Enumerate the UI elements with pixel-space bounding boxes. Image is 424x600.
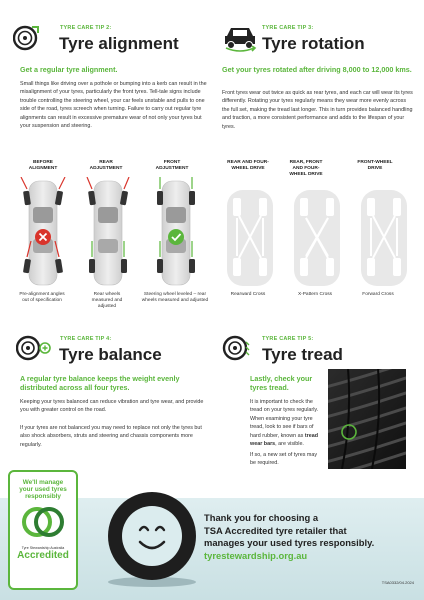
tread-wear-bars-term: tread wear bars [250, 432, 319, 447]
tip2-diagram-caption-3: Steering wheel leveled – rear wheels measured and adjusted [141, 292, 209, 304]
tip4-title: Tyre balance [59, 345, 162, 364]
alignment-diagrams [18, 177, 214, 289]
tip3-body: Front tyres wear out twice as quick as rear tyres, and each car will wear its tyres differently. Rotating your tyres regularly means they wear more evenly across the full set, making the tread last longer. This in turn provides balanced handling and traction, a more consistent performance and adds to the lifespan of your tyres. [222, 90, 413, 130]
tip5-body [250, 398, 322, 448]
tip3-diagram-head-1: REAR AND FOUR-WHEEL DRIVE [227, 160, 269, 171]
car-rear-adjustment [87, 177, 129, 285]
tip4-lead: A regular tyre balance keeps the weight evenly distributed across all four tyres. [20, 374, 180, 393]
badge-line-2: your used tyres [19, 486, 67, 493]
tip4-body-1: Keeping your tyres balanced can reduce vibration and tyre wear, and provide you with greater control on the road. [20, 399, 204, 414]
tip2-icon [13, 24, 40, 51]
footer-thanks-2: TSA Accredited tyre retailer that [204, 524, 347, 536]
badge-line-1: We'll manage [22, 479, 64, 486]
tip5-title: Tyre tread [262, 345, 343, 364]
accreditation-badge [8, 470, 78, 590]
tip2-diagram-head-3: FRONT ADJUSTMENT [155, 160, 189, 171]
tip3-diagram-caption-1: Rearward Cross [230, 292, 266, 297]
footer-thanks-1: Thank you for choosing a [204, 512, 319, 523]
tip3-title: Tyre rotation [262, 34, 365, 53]
footer-code: TSA0332/04.2024 [381, 580, 414, 585]
tip2-diagram-head-1: BEFORE ALIGNMENT [28, 160, 58, 171]
footer-message [204, 512, 414, 563]
tip4-icon [16, 333, 52, 363]
tip3-diagram-head-3: FRONT-WHEEL DRIVE [357, 160, 393, 171]
car-rotation-icon [222, 22, 258, 52]
wheel-balance-icon [16, 333, 52, 363]
badge-org: Tyre Stewardship Australia [21, 546, 65, 550]
tip2-diagram-caption-1: Pre-alignment angles out of specification [19, 292, 65, 304]
smiling-tyre-illustration [104, 486, 200, 588]
tip4-body-2: If your tyres are not balanced you may need to replace not only the tyres but also shock absorbers, struts and steering and chassis components more regularly. [20, 425, 202, 448]
tsa-logo-icon [21, 504, 65, 540]
tip3-diagram-caption-3: Forward Cross [362, 292, 394, 297]
tip5-body-part-b: , are visible. [275, 440, 304, 447]
tip4-label: TYRE CARE TIP 4: [60, 336, 112, 342]
tip2-diagram-caption-2: Rear wheels measured and adjusted [91, 292, 123, 310]
tip3-icon [222, 22, 258, 52]
tip2-title: Tyre alignment [59, 34, 179, 53]
tip5-label: TYRE CARE TIP 5: [262, 336, 314, 342]
tip5-icon [222, 333, 252, 363]
tyre-tread-icon [222, 333, 252, 363]
tip5-body-part-a: It is important to check the tread on your tyres regularly. When examining your tyre tread, look to see if bars of hard rubber, known as [250, 399, 319, 439]
footer-url[interactable]: tyrestewardship.org.au [204, 550, 308, 562]
rotation-diagrams [221, 188, 415, 288]
footer-thanks-3: manages your used tyres responsibly. [204, 537, 375, 549]
badge-accredited: Accredited [17, 550, 69, 561]
tip2-lead: Get a regular tyre alignment. [20, 65, 118, 74]
tip3-lead: Get your tyres rotated after driving 8,000 to 12,000 kms. [222, 65, 412, 74]
wheel-alignment-icon [13, 24, 40, 51]
badge-line-3: responsibly [25, 493, 61, 500]
car-front-adjustment [157, 177, 195, 285]
tip3-diagram-caption-2: X-Pattern Cross [297, 292, 333, 297]
tyre-tread-photo [328, 369, 406, 469]
car-before-alignment [21, 177, 65, 285]
tip3-diagram-head-2: REAR, FRONT AND FOUR-WHEEL DRIVE [289, 160, 323, 177]
tip2-diagram-head-2: REAR ADJUSTMENT [89, 160, 123, 171]
tip3-label: TYRE CARE TIP 3: [262, 25, 314, 31]
tip5-lead: Lastly, check your tyres tread. [250, 374, 313, 393]
tip2-body: Small things like driving over a pothole or bumping into a kerb can result in the misalignment of your tyres, particularly the front tyres. Tell-tale signs include trouble controlling the steering wheel, your car feels unstable and pulls to one side of the road, tyres screech when turning. Failure to carry out regular tyre alignments can result in excessive premature wear of not only your tyres but your suspension and steering. [20, 81, 207, 129]
tip2-label: TYRE CARE TIP 2: [60, 25, 112, 31]
tip5-body-2: If so, a new set of tyres may be required. [250, 452, 318, 467]
